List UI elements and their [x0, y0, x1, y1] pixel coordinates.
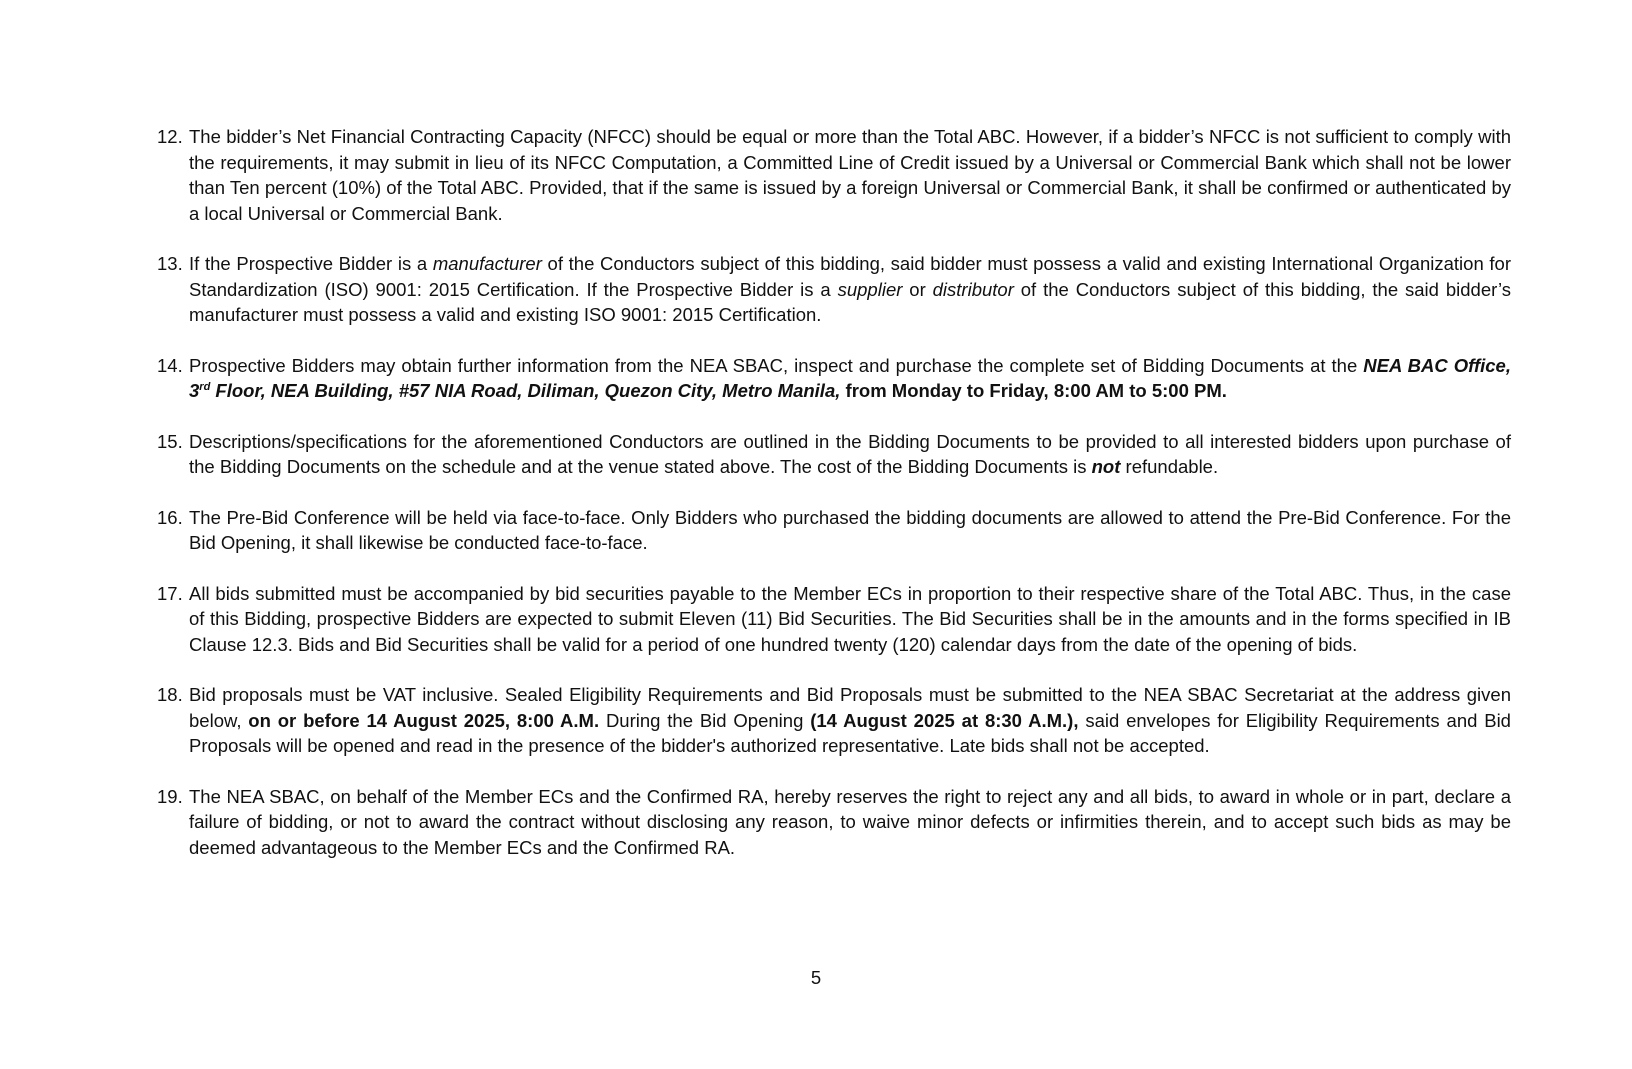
submission-deadline: on or before 14 August 2025, 8:00 A.M.	[248, 709, 600, 731]
page-number: 5	[810, 967, 822, 988]
item-number: 17.	[157, 582, 183, 604]
emphasis-distributor: distributor	[932, 278, 1014, 300]
list-item-18	[157, 682, 1511, 759]
office-address: NEA BAC Office, 3	[189, 354, 1511, 401]
list-item-14	[157, 353, 1511, 404]
item-text: The Pre-Bid Conference will be held via face-to-face. Only Bidders who purchased the bidding documents are allowed to attend the Pre-Bid Conference. For the Bid Opening, it shall likewise be conducted face-to-face.	[189, 506, 1511, 553]
item-text: The NEA SBAC, on behalf of the Member ECs and the Confirmed RA, hereby reserves the right to reject any and all bids, to award in whole or in part, declare a failure of bidding, or not to award the contract without disclosing any reason, to waive minor defects or infirmities therein, and to accept such bids as may be deemed advantageous to the Member ECs and the Confirmed RA.	[189, 785, 1511, 858]
item-number: 12.	[157, 126, 183, 147]
list-item-12	[157, 124, 1511, 226]
item-text: If the Prospective Bidder is a manufacturer of the Conductors subject of this bidding, said bidder must possess a valid and existing International Organization for Standardization (ISO) 9001: 2015 Certification. If the Prospective Bidder is a supplier or distributor of the Conductors subject of this bidding, the said bidder’s manufacturer must possess a valid and existing ISO 9001: 2015 Certification.	[189, 253, 1512, 325]
office-address-cont: Floor, NEA Building, #57 NIA Road, Diliman, Quezon City, Metro Manila,	[210, 380, 841, 401]
item-text: Descriptions/specifications for the aforementioned Conductors are outlined in the Bidding Documents to be provided to all interested bidders upon purchase of the Bidding Documents on the schedule and at the venue stated above. The cost of the Bidding Documents is not refundable.	[189, 430, 1511, 477]
numbered-list	[157, 124, 1511, 885]
list-item-13	[157, 251, 1511, 328]
office-hours: from Monday to Friday, 8:00 AM to 5:00 PM.	[840, 380, 1227, 401]
ordinal-superscript: rd	[199, 381, 211, 393]
item-text: The bidder’s Net Financial Contracting Capacity (NFCC) should be equal or more than the Total ABC. However, if a bidder’s NFCC is not sufficient to comply with the requirements, it may submit in lieu of its NFCC Computation, a Committed Line of Credit issued by a Universal or Commercial Bank which shall not be lower than Ten percent (10%) of the Total ABC. Provided, that if the same is issued by a foreign Universal or Commercial Bank, it shall be confirmed or authenticated by a local Universal or Commercial Bank.	[189, 126, 1511, 224]
list-item-19	[157, 784, 1511, 861]
emphasis-supplier: supplier	[837, 278, 903, 300]
list-item-17	[157, 581, 1511, 658]
emphasis-not: not	[1091, 456, 1121, 477]
item-text: Bid proposals must be VAT inclusive. Sealed Eligibility Requirements and Bid Proposals must be submitted to the NEA SBAC Secretariat at the address given below, on or before 14 August 2025, 8:00 A.M. During the Bid Opening (14 August 2025 at 8:30 A.M.), said envelopes for Eligibility Requirements and Bid Proposals will be opened and read in the presence of the bidder's authorized representative. Late bids shall not be accepted.	[189, 684, 1511, 756]
item-number: 15.	[157, 430, 183, 452]
list-item-15	[157, 429, 1511, 480]
list-item-16	[157, 505, 1511, 556]
emphasis-manufacturer: manufacturer	[432, 253, 542, 274]
item-number: 13.	[157, 253, 183, 274]
item-number: 14.	[157, 354, 183, 376]
item-text: All bids submitted must be accompanied by bid securities payable to the Member ECs in proportion to their respective share of the Total ABC. Thus, in the case of this Bidding, prospective Bidders are expected to submit Eleven (11) Bid Securities. The Bid Securities shall be in the amounts and in the forms specified in IB Clause 12.3. Bids and Bid Securities shall be valid for a period of one hundred twenty (120) calendar days from the date of the opening of bids.	[189, 582, 1511, 655]
item-text: Prospective Bidders may obtain further information from the NEA SBAC, inspect and purchase the complete set of Bidding Documents at the NEA BAC Office, 3rd Floor, NEA Building, #57 NIA Road, Diliman, Quezon City, Metro Manila, from Monday to Friday, 8:00 AM to 5:00 PM.	[189, 354, 1511, 401]
item-number: 19.	[157, 785, 183, 807]
item-number: 16.	[157, 506, 183, 528]
item-number: 18.	[157, 684, 183, 705]
bid-opening-date: (14 August 2025 at 8:30 A.M.),	[810, 709, 1079, 731]
